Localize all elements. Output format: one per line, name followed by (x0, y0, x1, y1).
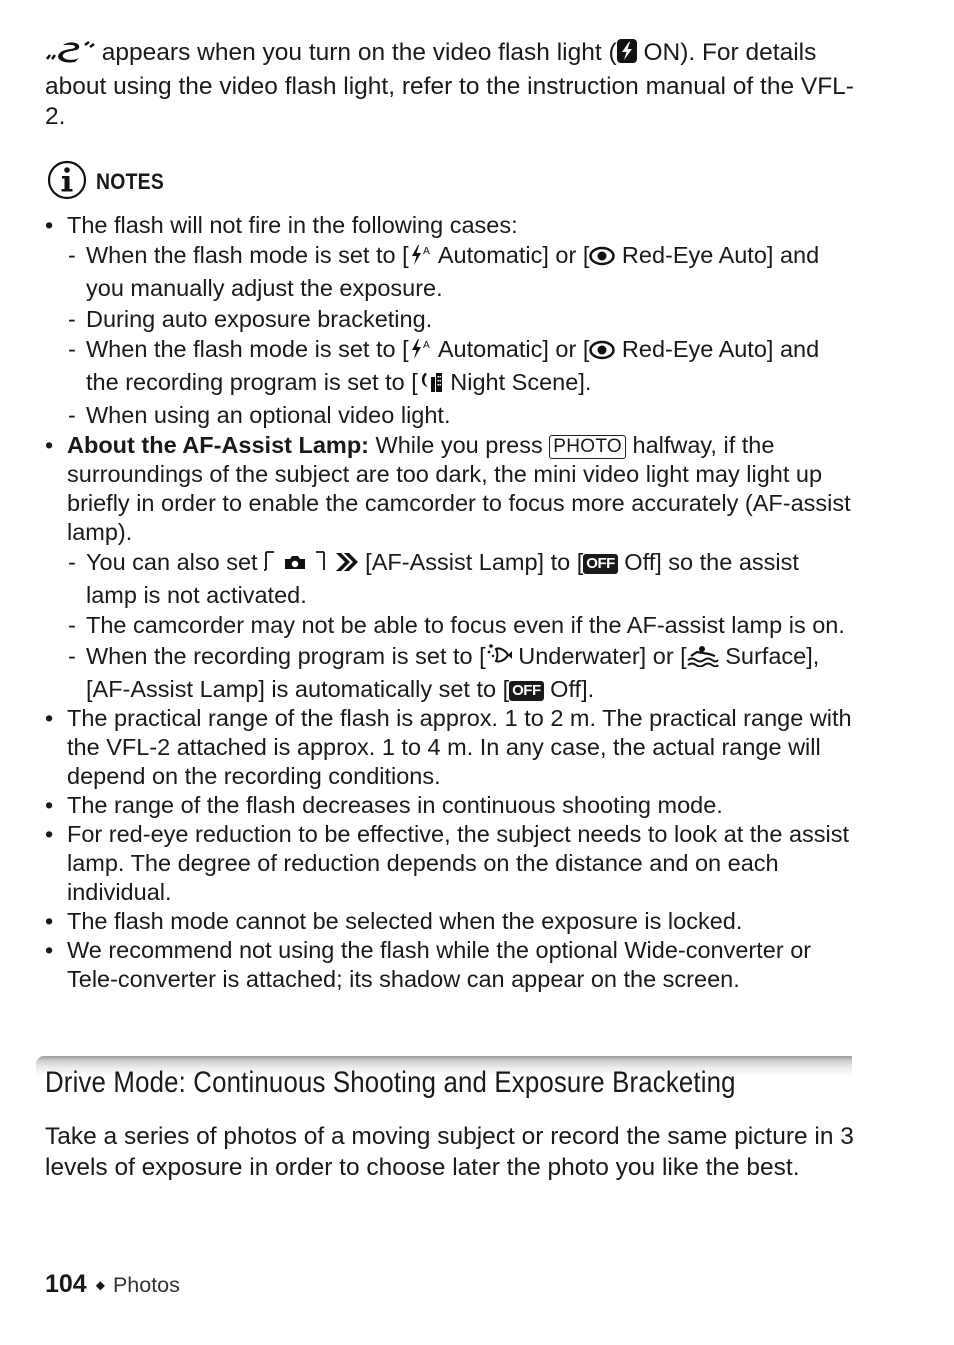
surface-icon (687, 644, 719, 674)
page-footer (45, 1270, 180, 1299)
info-icon (46, 160, 88, 205)
list-item: • The flash will not fire in the following cases: - When the flash mode is set to [ A Automatic] or [ Red-Eye Auto] and you manually adjust the exposure. - During auto exposure bracketing. - When the flash mode is set to [ A Automatic] or [ Red-Eye Auto] and the recording program is set to [ Night Scene]. - When using an optional video light. (45, 211, 855, 431)
red-eye-icon (589, 337, 615, 367)
intro-paragraph: appears when you turn on the video flash light ( ON). For details about using the video flash light, refer to the instruction manual of the VFL-2. (45, 39, 854, 130)
list-item: - During auto exposure bracketing. (67, 304, 855, 334)
footer-section-name: Photos (112, 1273, 180, 1297)
section-body: Take a series of photos of a moving subject or record the same picture in 3 levels of exposure in order to choose later the photo you like the best. (45, 1123, 854, 1181)
camera-menu-icon (264, 549, 326, 580)
off-icon: OFF (583, 554, 618, 574)
list-item: • About the AF-Assist Lamp: While you press PHOTO halfway, if the surroundings of the subject are too dark, the mini video light may light up briefly in order to enable the camcorder to focus more accurately (AF-assist lamp). - You can also set [AF-Assist Lamp] to [ OFF Off] so the assist lamp is not activated. - The camcorder may not be able to focus even if the AF-assist lamp is on. - When the recording program is set to [ Underwater] or [ Surface], [AF-Assist Lamp] is automatically set to [ OFF Off]. (45, 431, 855, 704)
red-eye-icon (589, 243, 615, 273)
flash-auto-icon (409, 337, 433, 367)
page-number: 104 (45, 1270, 87, 1298)
night-scene-icon (418, 370, 444, 400)
svg-text:A: A (422, 339, 430, 351)
underwater-icon (486, 643, 512, 674)
list-item: • The practical range of the flash is approx. 1 to 2 m. The practical range with the VFL-2 attached is approx. 1 to 4 m. In any case, the actual range will depend on the recording conditions. (45, 704, 855, 791)
video-flash-icon (45, 41, 95, 72)
notes-heading (46, 162, 173, 202)
list-item: • The flash mode cannot be selected when the exposure is locked. (45, 907, 855, 936)
svg-text:A: A (422, 246, 430, 257)
list-item: - When the flash mode is set to [ A Automatic] or [ Red-Eye Auto] and the recording program is set to [ Night Scene]. (67, 334, 855, 401)
list-item: - The camcorder may not be able to focus even if the AF-assist lamp is on. (67, 610, 855, 640)
notes-list (45, 211, 855, 994)
photo-button-key: PHOTO (549, 435, 626, 459)
list-item: - You can also set [AF-Assist Lamp] to [ OFF Off] so the assist lamp is not activated. (67, 547, 855, 611)
list-item: • For red-eye reduction to be effective, the subject needs to look at the assist lamp. The degree of reduction depends on the distance and on each individual. (45, 820, 855, 907)
list-item: - When using an optional video light. (67, 400, 855, 430)
list-item: - When the flash mode is set to [ A Automatic] or [ Red-Eye Auto] and you manually adjust the exposure. (67, 240, 855, 304)
notes-label: NOTES (96, 169, 165, 194)
flash-auto-icon (409, 243, 433, 273)
menu-arrow-icon (333, 550, 359, 580)
diamond-separator-icon: ◆ (95, 1278, 105, 1292)
section-title: Drive Mode: Continuous Shooting and Exposure Bracketing (45, 1066, 736, 1099)
list-item: • The range of the flash decreases in continuous shooting mode. (45, 791, 855, 820)
flash-icon (617, 39, 637, 72)
list-item: • We recommend not using the flash while the optional Wide-converter or Tele-converter is attached; its shadow can appear on the screen. (45, 936, 855, 994)
off-icon: OFF (509, 681, 544, 701)
list-item: - When the recording program is set to [ Underwater] or [ Surface], [AF-Assist Lamp] is automatically set to [ OFF Off]. (67, 641, 855, 705)
